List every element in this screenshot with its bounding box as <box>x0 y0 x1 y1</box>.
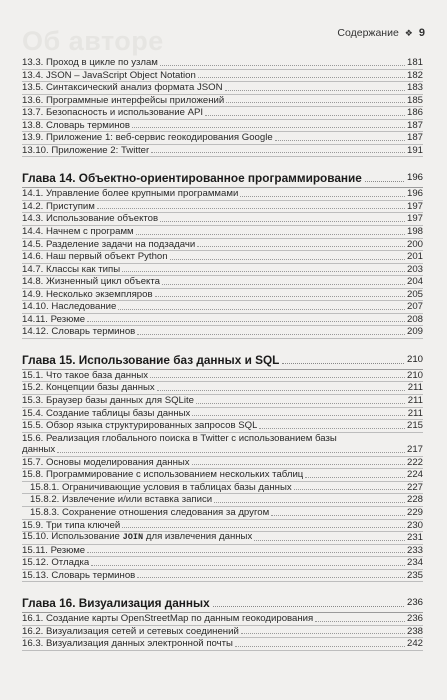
toc-entry-page: 182 <box>406 69 423 81</box>
page-number: 9 <box>418 27 425 39</box>
toc-entry-page: 235 <box>406 569 423 581</box>
toc-entry-page: 183 <box>406 82 423 94</box>
toc-entry <box>22 132 423 145</box>
toc-entry-page: 222 <box>406 456 423 468</box>
toc-entry-title: 15.13. Словарь терминов <box>22 569 136 581</box>
toc-entry-title: 13.10. Приложение 2: Twitter <box>22 144 150 156</box>
chapter-page: 196 <box>406 172 423 184</box>
toc-entry-title: 15.10. Использование JOIN для извлечения данных <box>22 531 253 543</box>
toc-entry <box>22 613 423 626</box>
toc-entry-title: 15.1. Что такое база данных <box>22 369 149 381</box>
toc-entry-page: 207 <box>406 301 423 313</box>
toc-entry <box>22 408 423 421</box>
toc-entry-title: 14.6. Наш первый объект Python <box>22 251 168 263</box>
toc-entry <box>22 626 423 639</box>
toc-entry <box>22 226 423 239</box>
toc-entry <box>22 289 423 302</box>
toc-entry-page: 227 <box>406 481 423 493</box>
toc-entry-page: 208 <box>406 313 423 325</box>
leader-dots <box>150 377 405 378</box>
toc-entry <box>22 482 423 495</box>
leader-dots <box>151 152 405 153</box>
leader-dots <box>137 334 405 335</box>
toc-entry-page: 236 <box>406 613 423 625</box>
toc-entry <box>22 326 423 339</box>
toc-entry-title: 14.10. Наследование <box>22 301 117 313</box>
toc-entry-title: 13.7. Безопасность и использование API <box>22 107 204 119</box>
toc-entry-page: 186 <box>406 107 423 119</box>
toc-entry-page: 211 <box>407 382 423 394</box>
toc-entry-title: 14.2. Приступим <box>22 200 95 212</box>
toc-entry-title: 16.3. Визуализация данных электронной почты <box>22 638 233 650</box>
separator-icon: ❖ <box>404 27 413 38</box>
chapter-title: Глава 15. Использование баз данных и SQL <box>22 352 280 367</box>
leader-dots <box>259 428 405 429</box>
toc-entry <box>22 370 423 383</box>
leader-dots <box>155 296 405 297</box>
toc-entry <box>22 145 423 158</box>
toc-entry-page: 231 <box>406 532 423 544</box>
toc-entry-title: 13.6. Программные интерфейсы приложений <box>22 94 225 106</box>
toc-entry <box>22 494 423 507</box>
leader-dots <box>136 234 405 235</box>
leader-dots <box>122 527 405 528</box>
leader-dots <box>197 246 405 247</box>
chapter-heading <box>22 351 423 370</box>
leader-dots <box>271 515 405 516</box>
toc-entry-page: 234 <box>406 557 423 569</box>
toc-entry-page: 197 <box>406 200 423 212</box>
toc-entry-title: 16.2. Визуализация сетей и сетевых соединений <box>22 625 239 637</box>
toc-entry <box>22 638 423 651</box>
toc-entry-page: 211 <box>407 395 423 407</box>
toc-entry-title: 14.7. Классы как типы <box>22 263 121 275</box>
toc-entry <box>22 264 423 277</box>
toc-entry-title: 14.12. Словарь терминов <box>22 326 136 338</box>
toc-entry-page: 198 <box>406 226 423 238</box>
chapter-page: 236 <box>406 597 423 609</box>
toc-entry-page: 200 <box>406 238 423 250</box>
toc-entry-page: 204 <box>406 276 423 288</box>
leader-dots <box>91 565 405 566</box>
running-title: Содержание <box>337 27 399 39</box>
leader-dots <box>160 221 405 222</box>
toc-entry <box>22 301 423 314</box>
toc-entry-page: 201 <box>406 251 423 263</box>
toc-entry-title: 13.5. Синтаксический анализ формата JSON <box>22 82 223 94</box>
toc-entry <box>22 57 423 70</box>
toc-entry-page: 228 <box>406 494 423 506</box>
leader-dots <box>132 127 405 128</box>
leader-dots <box>205 115 405 116</box>
leader-dots <box>305 477 405 478</box>
toc-entry-page: 211 <box>407 407 423 419</box>
toc-entry-title: 14.11. Резюме <box>22 313 86 325</box>
leader-dots <box>162 284 405 285</box>
chapter-heading <box>22 169 423 188</box>
toc-entry-title: 14.1. Управление более крупными программами <box>22 188 239 200</box>
leader-dots <box>254 540 405 541</box>
toc-entry-line <box>22 444 423 456</box>
toc-entry-page: 230 <box>406 519 423 531</box>
toc-entry <box>22 70 423 83</box>
leader-dots <box>157 390 405 391</box>
chapter-heading <box>22 594 423 613</box>
leader-dots <box>87 552 405 553</box>
leader-dots <box>235 646 405 647</box>
leader-dots <box>294 489 405 490</box>
leader-dots <box>192 464 405 465</box>
leader-dots <box>226 102 405 103</box>
toc-entry-page: 224 <box>406 469 423 481</box>
toc-entry-title: 15.8. Программирование с использованием нескольких таблиц <box>22 469 304 481</box>
leader-dots <box>192 415 405 416</box>
toc-entry <box>22 251 423 264</box>
leader-dots <box>170 259 405 260</box>
toc-entry-page: 197 <box>406 213 423 225</box>
toc-entry <box>22 507 423 520</box>
toc-entry <box>22 395 423 408</box>
toc-entry-page: 209 <box>406 326 423 338</box>
toc-entry <box>22 213 423 226</box>
toc-entry-title: 13.4. JSON – JavaScript Object Notation <box>22 69 196 81</box>
leader-dots <box>196 403 405 404</box>
leader-dots <box>225 90 405 91</box>
toc-entry-title-cont: данных <box>22 444 56 456</box>
code-keyword: JOIN <box>122 532 144 543</box>
toc-entry-title: 15.12. Отладка <box>22 557 90 569</box>
toc-entry <box>22 82 423 95</box>
ghost-heading: Об авторе <box>22 26 164 56</box>
toc-entry-title: 15.8.2. Извлечение и/или вставка записи <box>30 494 213 506</box>
toc-entry <box>22 201 423 214</box>
toc-entry <box>22 433 423 457</box>
toc-entry-title: 15.3. Браузер базы данных для SQLite <box>22 395 195 407</box>
leader-dots <box>137 577 405 578</box>
leader-dots <box>275 140 405 141</box>
toc-entry <box>22 545 423 558</box>
chapter-title: Глава 14. Объектно-ориентированное программирование <box>22 171 362 186</box>
leader-dots <box>282 363 404 364</box>
toc-entry-title: 13.9. Приложение 1: веб-сервис геокодирования Google <box>22 132 273 144</box>
toc-entry-title: 15.11. Резюме <box>22 544 86 556</box>
chapter-page: 210 <box>406 353 423 365</box>
toc-entry <box>22 95 423 108</box>
toc-entry-title: 15.2. Концепции базы данных <box>22 382 155 394</box>
toc-entry-page: 181 <box>406 57 423 68</box>
leader-dots <box>97 208 405 209</box>
toc-entry <box>22 532 423 545</box>
toc-entry-title: 15.4. Создание таблицы базы данных <box>22 407 191 419</box>
toc-entry-title: 15.8.1. Ограничивающие условия в таблицах базы данных <box>30 481 292 493</box>
toc-entry-page: 187 <box>406 119 423 131</box>
toc-entry <box>22 107 423 120</box>
leader-dots <box>57 452 405 453</box>
toc-entry <box>22 382 423 395</box>
toc-entry <box>22 557 423 570</box>
toc-entry <box>22 120 423 133</box>
table-of-contents <box>22 57 423 651</box>
toc-entry-page: 185 <box>406 94 423 106</box>
toc-entry-page: 205 <box>406 288 423 300</box>
toc-entry-title: 15.8.3. Сохранение отношения следования за другом <box>30 506 270 518</box>
toc-entry-page: 229 <box>406 506 423 518</box>
toc-entry-title: 14.8. Жизненный цикл объекта <box>22 276 160 288</box>
toc-entry-page: 203 <box>406 263 423 275</box>
toc-entry-page: 233 <box>406 544 423 556</box>
toc-entry-title: 14.5. Разделение задачи на подзадачи <box>22 238 196 250</box>
leader-dots <box>241 633 405 634</box>
toc-entry <box>22 457 423 470</box>
toc-entry-title: 15.6. Реализация глобального поиска в Twitter с использованием базы <box>22 432 337 444</box>
toc-entry <box>22 239 423 252</box>
toc-entry-page: 238 <box>406 625 423 637</box>
toc-entry <box>22 420 423 433</box>
toc-entry <box>22 570 423 583</box>
page-header <box>22 25 425 41</box>
toc-entry-title: 14.3. Использование объектов <box>22 213 159 225</box>
leader-dots <box>87 321 405 322</box>
leader-dots <box>118 309 405 310</box>
toc-entry-title: 14.9. Несколько экземпляров <box>22 288 153 300</box>
toc-entry-title: 15.5. Обзор языка структурированных запросов SQL <box>22 420 258 432</box>
leader-dots <box>365 181 404 182</box>
toc-entry <box>22 314 423 327</box>
leader-dots <box>213 606 404 607</box>
chapter-title: Глава 16. Визуализация данных <box>22 596 210 611</box>
toc-entry-title: 13.8. Словарь терминов <box>22 119 130 131</box>
toc-entry <box>22 276 423 289</box>
toc-entry-page: 191 <box>406 144 423 156</box>
toc-entry-page: 196 <box>406 188 423 200</box>
toc-entry-title: 15.7. Основы моделирования данных <box>22 456 190 468</box>
toc-entry-page: 210 <box>406 369 423 381</box>
leader-dots <box>198 77 405 78</box>
toc-entry-page: 187 <box>406 132 423 144</box>
leader-dots <box>315 621 405 622</box>
leader-dots <box>240 196 405 197</box>
leader-dots <box>214 502 405 503</box>
toc-entry-title: 14.4. Начнем с программ <box>22 226 134 238</box>
leader-dots <box>122 271 405 272</box>
toc-entry-page: 217 <box>406 444 423 456</box>
toc-entry-page: 215 <box>406 420 423 432</box>
toc-entry <box>22 469 423 482</box>
toc-entry-title: 16.1. Создание карты OpenStreetMap по данным геокодирования <box>22 613 314 625</box>
toc-entry <box>22 188 423 201</box>
toc-entry-title: 13.3. Проход в цикле по узлам <box>22 57 158 68</box>
toc-entry-title: 15.9. Три типа ключей <box>22 519 121 531</box>
leader-dots <box>160 65 405 66</box>
toc-entry-page: 242 <box>406 638 423 650</box>
